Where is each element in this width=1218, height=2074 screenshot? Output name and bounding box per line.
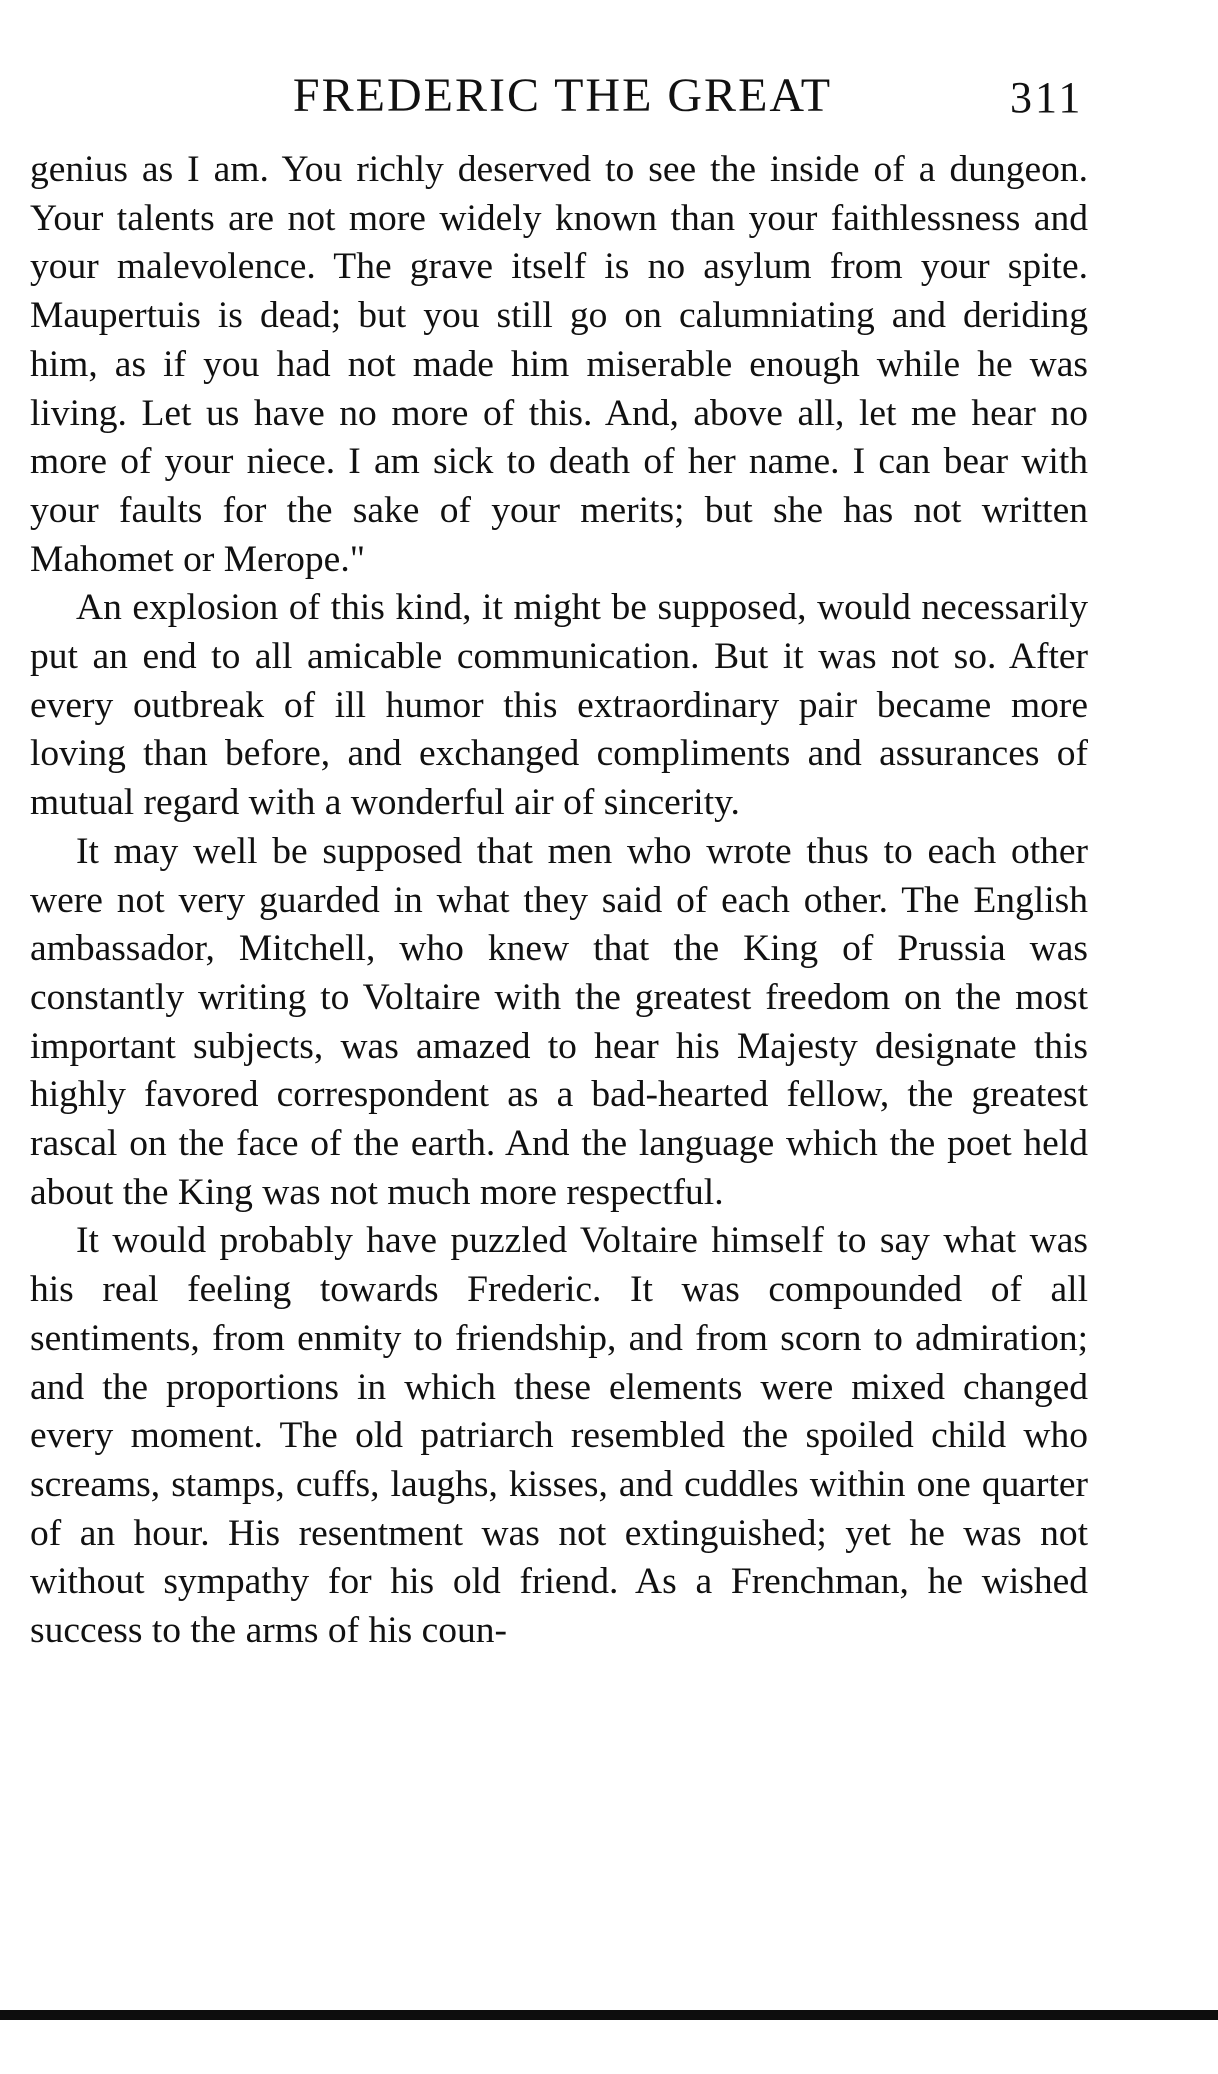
paragraph: It would probably have puzzled Voltaire himself to say what was his real feeling towards Frederic. It was compounded of all sentiments, from enmity to friendship, and from scorn to admiration; and the proportions in which these elements were mixed changed every moment. The old patriarch resembled the spoiled child who screams, stamps, cuffs, laughs, kisses, and cuddles within one quarter of an hour. His resentment was not extinguished; yet he was not without sympathy for his old friend. As a Frenchman, he wished success to the arms of his coun- bbox=[30, 1220, 1088, 1652]
page-number: 311 bbox=[1010, 73, 1084, 122]
running-head bbox=[0, 66, 1218, 126]
bottom-rule bbox=[0, 2010, 1218, 2020]
running-title: FREDERIC THE GREAT bbox=[292, 69, 833, 122]
body-text bbox=[30, 146, 1088, 1656]
paragraph: It may well be supposed that men who wrote thus to each other were not very guarded in what they said of each other. The English ambassador, Mitchell, who knew that the King of Prussia was constantly writing to Voltaire with the greatest freedom on the most important subjects, was amazed to hear his Majesty designate this highly favored correspondent as a bad-hearted fellow, the greatest rascal on the face of the earth. And the language which the poet held about the King was not much more respectful. bbox=[30, 830, 1088, 1213]
paragraph: genius as I am. You richly deserved to see the inside of a dungeon. Your talents are not more widely known than your faithlessness and your malevolence. The grave itself is no asylum from your spite. Maupertuis is dead; but you still go on calumniating and deriding him, as if you had not made him miserable enough while he was living. Let us have no more of this. And, above all, let me hear no more of your niece. I am sick to death of her name. I can bear with your faults for the sake of your merits; but she has not written Mahomet or Merope." bbox=[30, 149, 1088, 580]
paragraph: An explosion of this kind, it might be supposed, would necessarily put an end to all amicable communication. But it was not so. After every outbreak of ill humor this extraordinary pair became more loving than before, and exchanged compliments and assurances of mutual regard with a wonderful air of sincerity. bbox=[30, 587, 1088, 824]
